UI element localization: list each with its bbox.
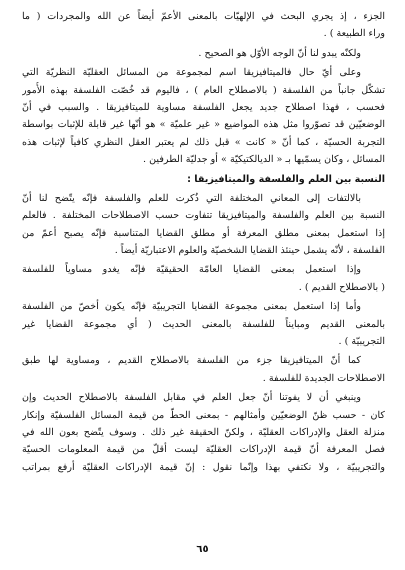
paragraph-2 — [22, 45, 385, 62]
paragraph-4 — [22, 190, 385, 260]
text-line: وعلى أيّ حال فالميتافيزيقا اسم لمجموعة من المسائل العقليّة النظريّة التي — [22, 67, 361, 79]
text-line: منزلة العقل والإدراكات العقليّة ، ولكنّ الحقيقة غير ذلك . وسوف يتّضح بعون الله في — [22, 426, 385, 438]
text-line: فصل المعرفة أنّ قيمة الإدراكات العقليّة ليست أقلّ من قيمة المعلومات الحسيّة — [22, 444, 385, 456]
text-line: وأما إذا استعمل بمعنى مجموعة القضايا التجريبيّة فإنّه يكون أخصّ من الفلسفة — [22, 301, 361, 313]
text-line: وراء الطبيعة ) . — [323, 28, 385, 40]
paragraph-8 — [22, 389, 385, 476]
text-line: كان - حسب ظنّ الوضعيّين وأمثالهم - بمعنى الحطّ من قيمة المسائل الفلسفيّة وإنكار — [22, 409, 385, 421]
text-line: الوضعيّين قد تصوّروا مثل هذه المواضيع « غير علميّة » هو أنّها غير قابلة للإثبات بواسطة — [22, 119, 385, 131]
text-line: وإذا استعمل بمعنى القضايا العامّة الحقيقيّة فإنّه يغدو مساوياً للفلسفة — [22, 264, 361, 276]
text-line: الفلسفة ، لأنّه يشمل حينئذ القضايا الشخصيّة والعلوم الاعتباريّة أيضاً . — [114, 245, 385, 257]
text-line: تشكّل جانباً من الفلسفة ( بالاصطلاح العام ) ، فاليوم قد خُصّت الفلسفة بهذه الأُمور — [22, 84, 385, 96]
paragraph-7 — [22, 352, 385, 387]
paragraph-6 — [22, 298, 385, 350]
section-heading: النسبة بين العلم والفلسفة والميتافيزيقا : — [187, 173, 385, 185]
text-line: فحسب ، فهذا اصطلاح جديد يجعل الفلسفة مساوية للميتافيزيقا . والسبب في أنّ — [22, 101, 385, 113]
text-line: وينبغي أن لا يفوتنا أنّ جعل العلم في مقابل الفلسفة بالاصطلاح الحديث وإن — [22, 392, 361, 404]
text-line: والتجريبيّة ، ولا نكتفي بهذا وإنّما نقول : إنّ قيمة الإدراكات العقليّة أرفع بمراتب — [22, 461, 385, 473]
text-line: الجزء ، إذ يجري البحث في الإلهيّات بالمعنى الأعمّ أيضاً عن الله والمجردات ( ما — [22, 11, 385, 22]
paragraph-3 — [22, 64, 385, 168]
text-line: الاصطلاحات الجديدة للفلسفة . — [262, 372, 385, 384]
paragraph-1 — [22, 8, 385, 43]
text-line: بالالتفات إلى المعاني المختلفة التي ذُكرت للعلم والفلسفة فإنّه يتّضح لنا أنّ — [22, 192, 361, 204]
text-line: التجريبيّة ) . — [338, 336, 385, 348]
text-line: المسائل ، وكان يسمّيها بـ « الديالكتيكيّة » أو جدليّة الطرفين . — [143, 154, 385, 166]
text-line: كما أنّ الميتافيزيقا جزء من الفلسفة بالاصطلاح القديم ، ومساوية لها طبق — [22, 355, 361, 367]
text-line: ( بالاصطلاح القديم ) . — [298, 281, 385, 293]
page-number: ٦٥ — [196, 544, 209, 555]
text-line: بالمعنى القديم ومبايناً للفلسفة بالمعنى الحديث ( أي مجموعة القضايا غير — [22, 318, 385, 330]
text-line: التجربة الحسيّة ، كما أنّ « كانت » قبل ذلك لم يعتبر العقل النظري كافياً لإثبات هذه — [22, 136, 385, 148]
text-line: ولكنّه يبدو لنا أنّ الوجه الأوّل هو الصحيح . — [198, 47, 361, 59]
paragraph-5 — [22, 261, 385, 296]
text-line: النسبة بين العلم والفلسفة والميتافيزيقا تتفاوت حسب الاصطلاحات المختلفة . فالعلم — [22, 210, 385, 222]
text-line: إذا استعمل بمعنى مطلق المعرفة أو مطلق القضايا المتناسبة فإنّه يصبح أعمّ من — [22, 227, 385, 239]
